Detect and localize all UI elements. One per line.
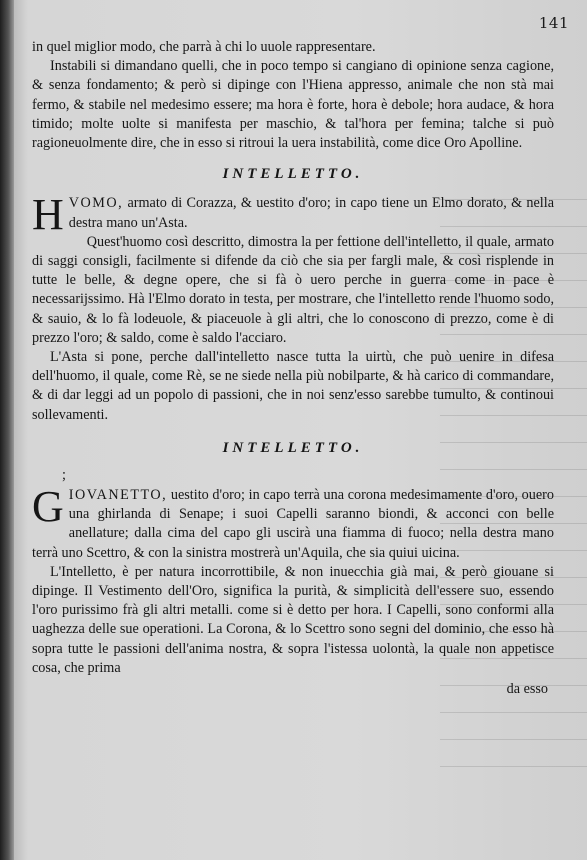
stray-mark: ; <box>62 467 66 484</box>
drop-cap: G <box>32 482 64 532</box>
page-number: 141 <box>538 14 569 32</box>
lead-word: VOMO, <box>68 195 124 212</box>
catchword: da esso <box>506 681 548 698</box>
paragraph-text: armato di Corazza, & uestito d'oro; in capo tiene un Elmo dorato, & nella destra mano un'Asta. <box>68 195 554 231</box>
paragraph-asta: L'Asta si pone, perche dall'intelletto nasce tutta la uirtù, che può uenire in difesa dell'huomo, il quale, come Rè, se ne siede nella più nobilparte, & hà carico di commandare, & di dar leggi ad un popolo di passioni, che in noi senz'esso sarebbe tumulto, & continoui sollevamenti. <box>32 349 554 423</box>
paragraph-instabili: Instabili si dimandano quelli, che in poco tempo si cangiano di opinione senza cagione, & senza fondamento; & però si dipinge con l'Hiena appresso, animale che non stà mai fermo, & stabile nel medesimo essere; ma hora è forte, hora è debole; hora audace, & hora timido; molte uolte si manifesta per maschio, & tal'hora per femina; talche si può ragioneuolmente dire, che in esso si ritroui la uera instabilità, come dice Oro Apolline. <box>32 58 554 152</box>
paragraph-intelletto-natura: L'Intelletto, è per natura incorrottibile, & non inuecchia già mai, & però giouane si dipinge. Il Vestimento dell'Oro, significa la purità, & simplicità dell'essere suo, essendo l'oro purissimo frà gli altri metalli. come si è detto per hora. I Capelli, sono conformi alla uaghezza delle sue operationi. La Corona, & lo Scettro sono segni del dominio, che esso hà sopra tutte le passioni dell'anima nostra, & sopra l'istessa uolontà, la quale non appetisce cosa, che prima <box>32 563 554 676</box>
binding-gutter <box>0 0 14 860</box>
paragraph-huomo <box>32 190 554 240</box>
text-line: in quel miglior modo, che parrà à chi lo uuole rappresentare. <box>32 39 376 55</box>
drop-cap: H <box>32 190 64 240</box>
section-heading-intelletto-2: INTELLETTO. <box>222 439 364 456</box>
body-text <box>32 38 554 699</box>
paragraph-quest-huomo: Quest'huomo così descritto, dimostra la per fettione dell'intelletto, il quale, armato di saggi consigli, facilmente si difende da ciò che sia per fargli male, & così risplende in tutte le belle, & degne opere, che si fà ò uero perche in guerra come in pace è necessarijssimo. Hà l'Elmo dorato in testa, per mostrare, che l'intelletto rende l'huomo sodo, & sauio, & lo fà lodeuole, & piaceuole à gli altri, che lo conoscono di prezzo, come è di prezzo l'oro; & saldo, come è saldo l'acciaro. <box>32 233 554 346</box>
lead-word: IOVANETTO, <box>68 487 168 504</box>
section-heading-intelletto-1: INTELLETTO. <box>222 166 364 183</box>
paragraph-text: uestito d'oro; in capo terrà una corona medesimamente d'oro, ouero una ghirlanda di Senape; i suoi Capelli saranno biondi, & acconci con belle anellature; dalla cima del capo gli uscirà una fiamma di fuoco; nella destra mano terrà uno Scettro, & con la sinistra mostrerà un'Aquila, che sia quiui uicina. <box>32 487 554 561</box>
paragraph-giouanetto <box>32 482 554 563</box>
